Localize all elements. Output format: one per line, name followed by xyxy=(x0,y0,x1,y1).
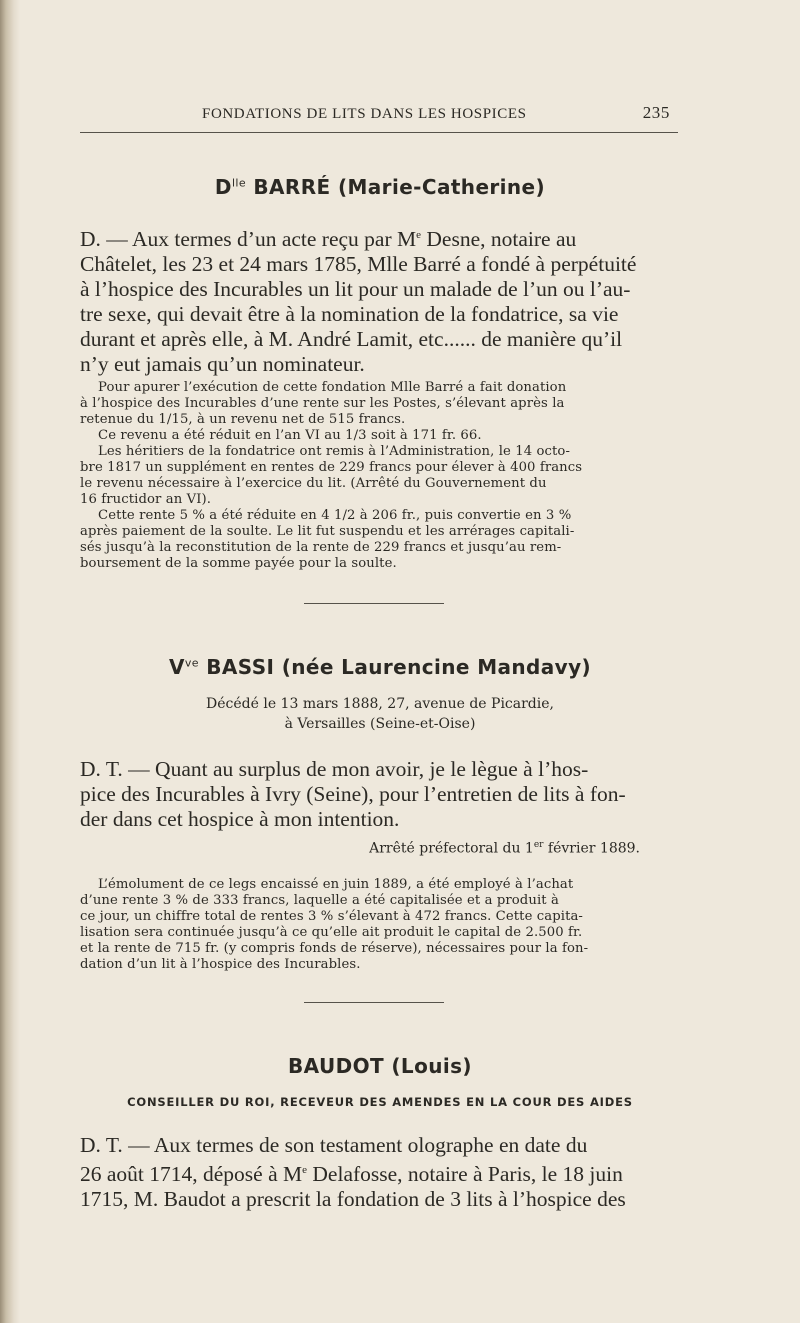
text-line: D. T. — Quant au surplus de mon avoir, je le lègue à l’hos- xyxy=(80,757,589,781)
entry3-subtitle: CONSEILLER DU ROI, RECEVEUR DES AMENDES EN LA COUR DES AIDES xyxy=(127,1095,633,1109)
note-line: Les héritiers de la fondatrice ont remis à l’Administration, le 14 octo- xyxy=(98,444,571,459)
section-separator xyxy=(304,1002,444,1003)
title-rest: BASSI (née Laurencine Mandavy) xyxy=(198,655,592,679)
text-line: Châtelet, les 23 et 24 mars 1785, Mlle Barré a fondé à perpétuité xyxy=(80,252,637,277)
title-sup: lle xyxy=(231,176,247,190)
header-rule xyxy=(80,132,678,133)
entry1-note xyxy=(80,380,680,572)
entry1-main-text xyxy=(80,223,680,377)
note-line: sés jusqu’à la reconstitution de la rente de 229 francs et jusqu’au rem- xyxy=(80,540,562,555)
title-sup: ve xyxy=(184,656,199,670)
note-line: d’une rente 3 % de 333 francs, laquelle a été capitalisée et a produit à xyxy=(80,893,559,908)
title-rest: BARRÉ (Marie-Catherine) xyxy=(246,175,546,199)
text-line: n’y eut jamais qu’un nominateur. xyxy=(80,352,365,377)
note-line: Pour apurer l’exécution de cette fondation Mlle Barré a fait donation xyxy=(98,380,567,395)
title-prefix: D xyxy=(214,175,232,199)
note-line: bre 1817 un supplément en rentes de 229 francs pour élever à 400 francs xyxy=(80,460,583,475)
text-line: 26 août 1714, déposé à Me Delafosse, notaire à Paris, le 18 juin xyxy=(80,1162,623,1187)
note-line: L’émolument de ce legs encaissé en juin 1889, a été employé à l’achat xyxy=(98,877,574,892)
text-line: tre sexe, qui devait être à la nomination de la fondatrice, sa vie xyxy=(80,302,619,327)
note-line: dation d’un lit à l’hospice des Incurables. xyxy=(80,957,361,972)
death-line-1: Décédé le 13 mars 1888, 27, avenue de Picardie, xyxy=(206,696,554,712)
note-line: boursement de la somme payée pour la soulte. xyxy=(80,556,397,571)
running-title: FONDATIONS DE LITS DANS LES HOSPICES xyxy=(202,106,527,122)
note-line: le revenu nécessaire à l’exercice du lit. (Arrêté du Gouvernement du xyxy=(80,476,547,491)
text-line: 1715, M. Baudot a prescrit la fondation de 3 lits à l’hospice des xyxy=(80,1187,626,1212)
note-line: lisation sera continuée jusqu’à ce qu’elle ait produit le capital de 2.500 fr. xyxy=(80,925,583,940)
entry2-note xyxy=(80,877,680,973)
running-header xyxy=(80,103,678,127)
text-line: der dans cet hospice à mon intention. xyxy=(80,807,400,831)
death-line-2: à Versailles (Seine-et-Oise) xyxy=(284,716,476,732)
arrete-line: Arrêté préfectoral du 1er février 1889. xyxy=(369,840,640,857)
note-line: 16 fructidor an VI). xyxy=(80,492,212,507)
text-line: à l’hospice des Incurables un lit pour un malade de l’un ou l’au- xyxy=(80,277,631,302)
note-line: Cette rente 5 % a été réduite en 4 1/2 à 206 fr., puis convertie en 3 % xyxy=(98,508,572,523)
note-line: Ce revenu a été réduit en l’an VI au 1/3 soit à 171 fr. 66. xyxy=(98,428,482,443)
text-line: D. T. — Aux termes de son testament olographe en date du xyxy=(80,1133,588,1157)
entry3-main-text xyxy=(80,1133,680,1212)
text-line: D. — Aux termes d’un acte reçu par Me Desne, notaire au xyxy=(80,227,577,252)
note-line: retenue du 1/15, à un revenu net de 515 francs. xyxy=(80,412,406,427)
note-line: ce jour, un chiffre total de rentes 3 % s’élevant à 472 francs. Cette capita- xyxy=(80,909,583,924)
text-line: pice des Incurables à Ivry (Seine), pour l’entretien de lits à fon- xyxy=(80,782,626,806)
entry-title-baudot: BAUDOT (Louis) xyxy=(288,1054,472,1078)
book-spine-shadow xyxy=(0,0,20,1323)
entry2-main-text xyxy=(80,757,680,832)
note-line: et la rente de 715 fr. (y compris fonds de réserve), nécessaires pour la fon- xyxy=(80,941,589,956)
note-line: après paiement de la soulte. Le lit fut suspendu et les arrérages capitali- xyxy=(80,524,575,539)
note-line: à l’hospice des Incurables d’une rente sur les Postes, s’élevant après la xyxy=(80,396,565,411)
section-separator xyxy=(304,603,444,604)
text-line: durant et après elle, à M. André Lamit, etc...... de manière qu’il xyxy=(80,327,623,352)
entry-title-barre xyxy=(80,175,680,199)
page-number: 235 xyxy=(642,103,670,122)
title-prefix: V xyxy=(168,655,185,679)
entry-title-bassi xyxy=(80,655,680,679)
